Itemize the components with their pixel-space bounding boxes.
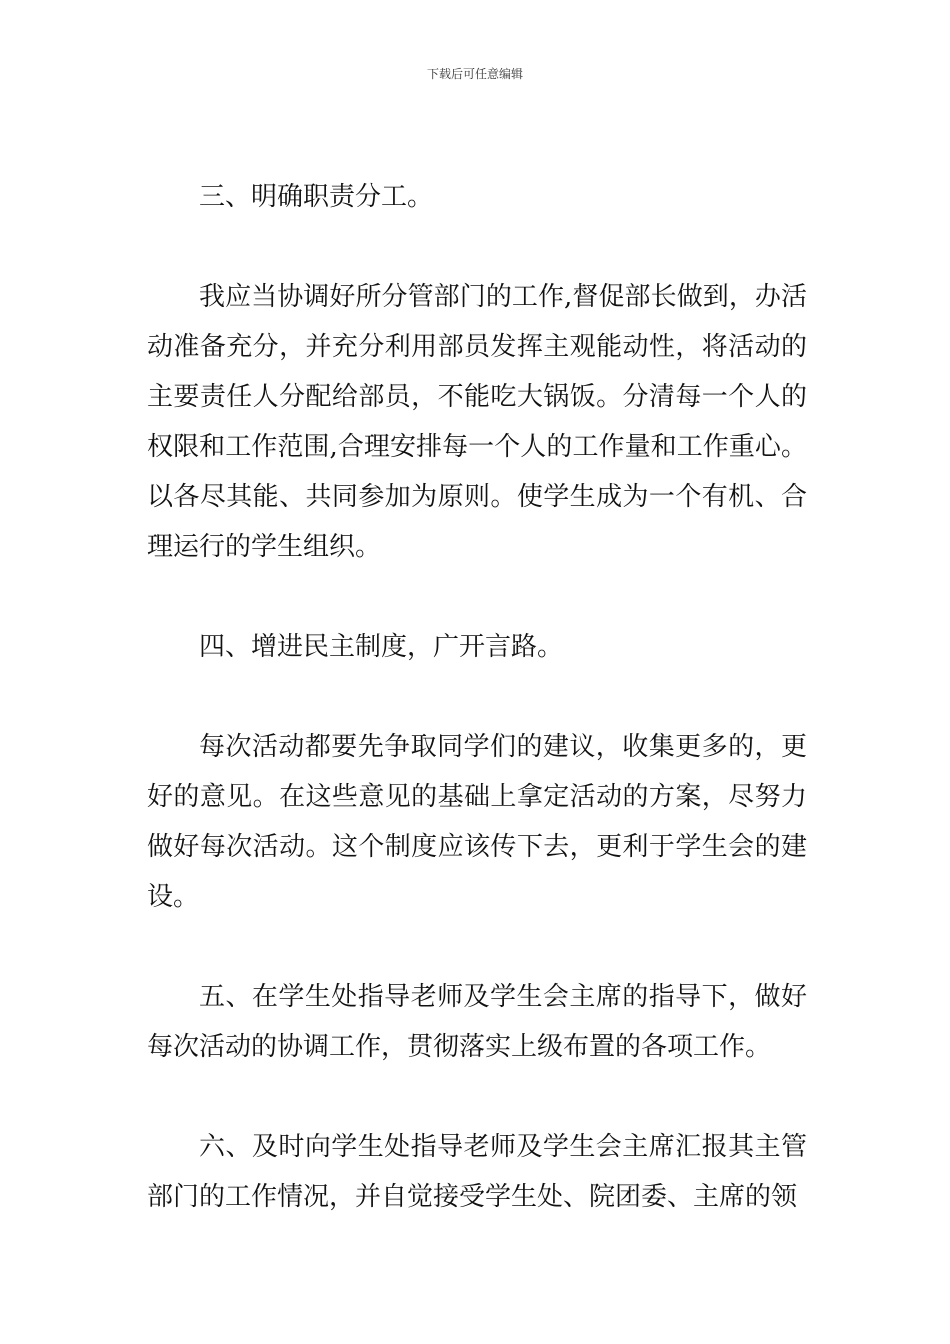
section-heading-3: 三、明确职责分工。	[199, 182, 434, 212]
section-paragraph-4: 每次活动都要先争取同学们的建议，收集更多的，更好的意见。在这些意见的基础上拿定活动的方案，尽努力做好每次活动。这个制度应该传下去，更利于学生会的建设。	[147, 732, 807, 912]
document-body	[147, 172, 807, 1222]
section-heading-4: 四、增进民主制度，广开言路。	[199, 632, 564, 662]
section-paragraph-6: 六、及时向学生处指导老师及学生会主席汇报其主管部门的工作情况，并自觉接受学生处、院团委、主席的领	[147, 1132, 807, 1212]
section-paragraph-3: 我应当协调好所分管部门的工作,督促部长做到，办活动准备充分，并充分利用部员发挥主观能动性，将活动的主要责任人分配给部员，不能吃大锅饭。分清每一个人的权限和工作范围,合理安排每一个人的工作量和工作重心。以各尽其能、共同参加为原则。使学生成为一个有机、合理运行的学生组织。	[147, 282, 807, 562]
section-paragraph-5: 五、在学生处指导老师及学生会主席的指导下，做好每次活动的协调工作，贯彻落实上级布置的各项工作。	[147, 982, 807, 1062]
page-header: 下载后可任意编辑	[426, 67, 523, 81]
